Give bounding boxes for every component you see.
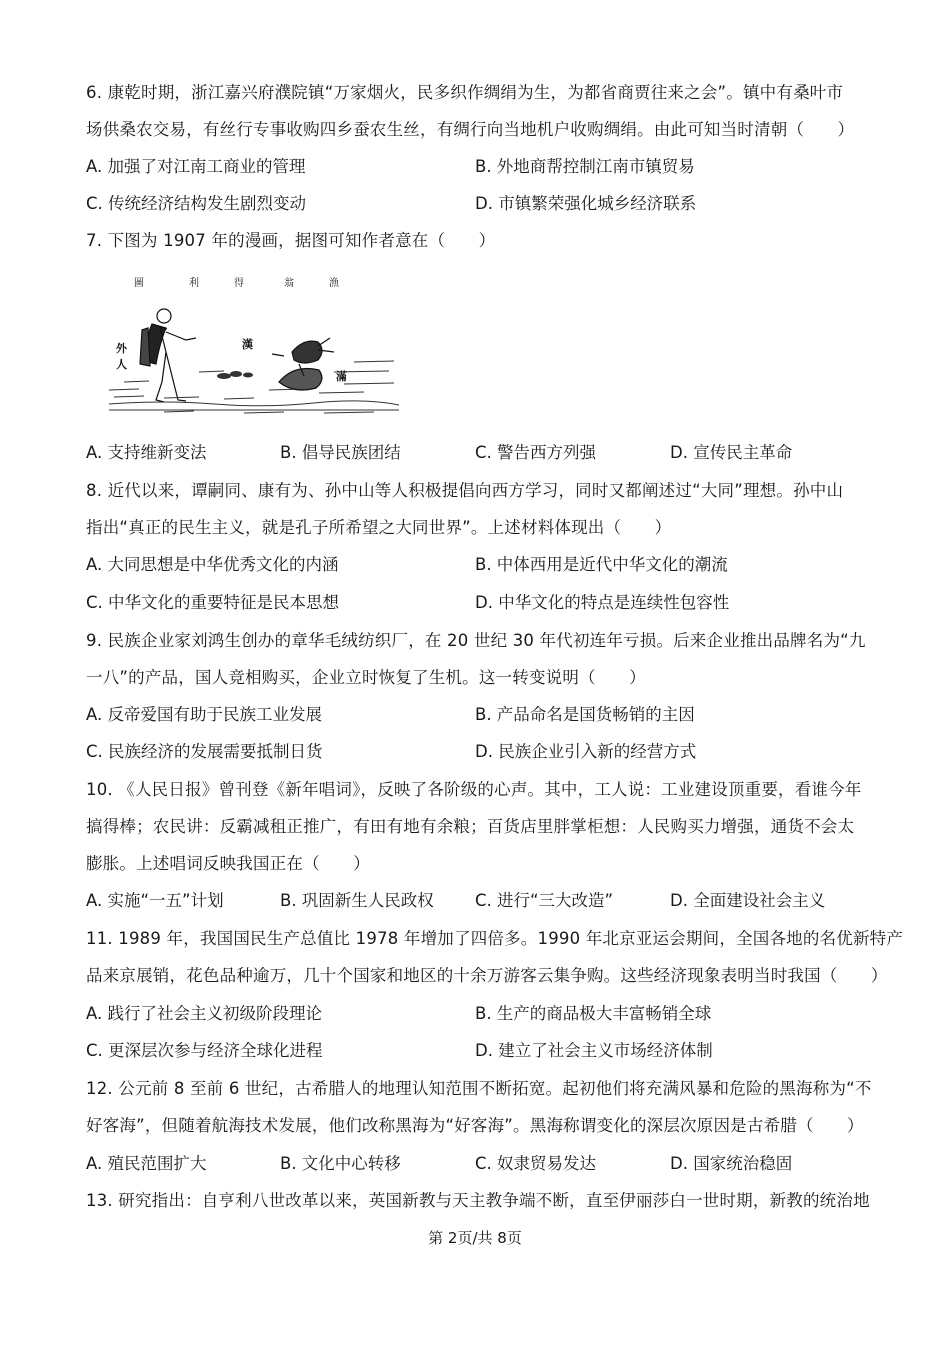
- q9-stem-line-2: 一八”的产品，国人竞相购买，企业立时恢复了生机。这一转变说明（ ）: [86, 668, 646, 687]
- q6-option-d: D. 市镇繁荣强化城乡经济联系: [475, 194, 697, 213]
- q12-option-d: D. 国家统治稳固: [670, 1154, 793, 1173]
- q10-option-c: C. 进行“三大改造”: [475, 891, 614, 910]
- q9-option-a: A. 反帝爱国有助于民族工业发展: [86, 705, 322, 724]
- q12-stem-line-1: 12. 公元前 8 至前 6 世纪，古希腊人的地理认知范围不断拓宽。起初他们将充满风暴和危险的黑海称为“不: [86, 1079, 872, 1098]
- q12-option-c: C. 奴隶贸易发达: [475, 1154, 597, 1173]
- q6-stem-line-1: 6. 康乾时期，浙江嘉兴府濮院镇“万家烟火，民多织作绸绢为生，为都省商贾往来之会”。镇中有桑叶市: [86, 83, 844, 102]
- cartoon-caption-char-2: 利: [189, 278, 199, 289]
- q8-stem-line-2: 指出“真正的民生主义，就是孔子所希望之大同世界”。上述材料体现出（ ）: [86, 518, 672, 537]
- q9-stem-line-1: 9. 民族企业家刘鸿生创办的章华毛绒纺织厂，在 20 世纪 30 年代初连年亏损。后来企业推出品牌名为“九: [86, 631, 866, 650]
- q10-option-a: A. 实施“一五”计划: [86, 891, 224, 910]
- q11-stem-line-2: 品来京展销，花色品种逾万，几十个国家和地区的十余万游客云集争购。这些经济现象表明当时我国（ ）: [86, 966, 888, 985]
- cartoon-label-han: 漢: [242, 338, 253, 351]
- q11-option-a: A. 践行了社会主义初级阶段理论: [86, 1004, 322, 1023]
- q8-option-b: B. 中体西用是近代中华文化的潮流: [475, 555, 728, 574]
- q7-option-b: B. 倡导民族团结: [280, 443, 401, 462]
- q8-option-d: D. 中华文化的特点是连续性包容性: [475, 593, 730, 612]
- cartoon-caption-char-3: 得: [234, 278, 244, 289]
- q11-option-c: C. 更深层次参与经济全球化进程: [86, 1041, 323, 1060]
- cartoon-clam-and-bird: [272, 338, 334, 390]
- q9-option-d: D. 民族企业引入新的经营方式: [475, 742, 697, 761]
- q10-option-b: B. 巩固新生人民政权: [280, 891, 434, 910]
- cartoon-image: [104, 272, 404, 420]
- q12-option-a: A. 殖民范围扩大: [86, 1154, 207, 1173]
- q8-option-a: A. 大同思想是中华优秀文化的内涵: [86, 555, 339, 574]
- q6-option-b: B. 外地商帮控制江南市镇贸易: [475, 157, 695, 176]
- page-number-footer: 第 2页/共 8页: [428, 1229, 522, 1247]
- q10-option-d: D. 全面建设社会主义: [670, 891, 826, 910]
- q8-stem-line-1: 8. 近代以来，谭嗣同、康有为、孙中山等人积极提倡向西方学习，同时又都阐述过“大同”理想。孙中山: [86, 481, 844, 500]
- q6-option-a: A. 加强了对江南工商业的管理: [86, 157, 306, 176]
- cartoon-caption-char-5: 漁: [329, 278, 339, 289]
- q6-stem-line-2: 场供桑农交易，有丝行专事收购四乡蚕农生丝，有绸行向当地机户收购绸绢。由此可知当时清朝（ ）: [86, 120, 855, 139]
- q10-stem-line-1: 10. 《人民日报》曾刊登《新年唱词》，反映了各阶级的心声。其中，工人说：工业建设顶重要，看谁今年: [86, 780, 862, 799]
- q11-option-b: B. 生产的商品极大丰富畅销全球: [475, 1004, 712, 1023]
- q11-stem-line-1: 11. 1989 年，我国国民生产总值比 1978 年增加了四倍多。1990 年北京亚运会期间，全国各地的名优新特产: [86, 929, 904, 948]
- q11-option-d: D. 建立了社会主义市场经济体制: [475, 1041, 713, 1060]
- cartoon-label-foreigner-2: 人: [116, 358, 127, 371]
- q6-option-c: C. 传统经济结构发生剧烈变动: [86, 194, 307, 213]
- cartoon-label-foreigner-1: 外: [116, 342, 127, 355]
- cartoon-caption-char-1: 圖: [134, 278, 144, 289]
- q9-option-b: B. 产品命名是国货畅销的主因: [475, 705, 695, 724]
- cartoon-ground: [109, 361, 399, 413]
- q12-option-b: B. 文化中心转移: [280, 1154, 401, 1173]
- cartoon-label-manchu: 滿: [336, 370, 347, 383]
- cartoon-caption-char-4: 翁: [284, 278, 294, 289]
- q10-stem-line-3: 膨胀。上述唱词反映我国正在（ ）: [86, 854, 370, 873]
- q13-stem-line-1: 13. 研究指出：自亨利八世改革以来，英国新教与天主教争端不断，直至伊丽莎白一世时期，新教的统治地: [86, 1191, 870, 1210]
- cartoon-fisherman: [140, 309, 196, 402]
- q7-option-d: D. 宣传民主革命: [670, 443, 793, 462]
- q8-option-c: C. 中华文化的重要特征是民本思想: [86, 593, 340, 612]
- cartoon-rocks: [217, 371, 253, 379]
- q9-option-c: C. 民族经济的发展需要抵制日货: [86, 742, 323, 761]
- q12-stem-line-2: 好客海”，但随着航海技术发展，他们改称黑海为“好客海”。黑海称谓变化的深层次原因是古希腊（ ）: [86, 1116, 864, 1135]
- q7-option-a: A. 支持维新变法: [86, 443, 207, 462]
- q7-stem-line-1: 7. 下图为 1907 年的漫画，据图可知作者意在（ ）: [86, 231, 496, 250]
- q10-stem-line-2: 搞得棒；农民讲：反霸减租正推广，有田有地有余粮；百货店里胖掌柜想：人民购买力增强，通货不会太: [86, 817, 855, 836]
- q7-option-c: C. 警告西方列强: [475, 443, 597, 462]
